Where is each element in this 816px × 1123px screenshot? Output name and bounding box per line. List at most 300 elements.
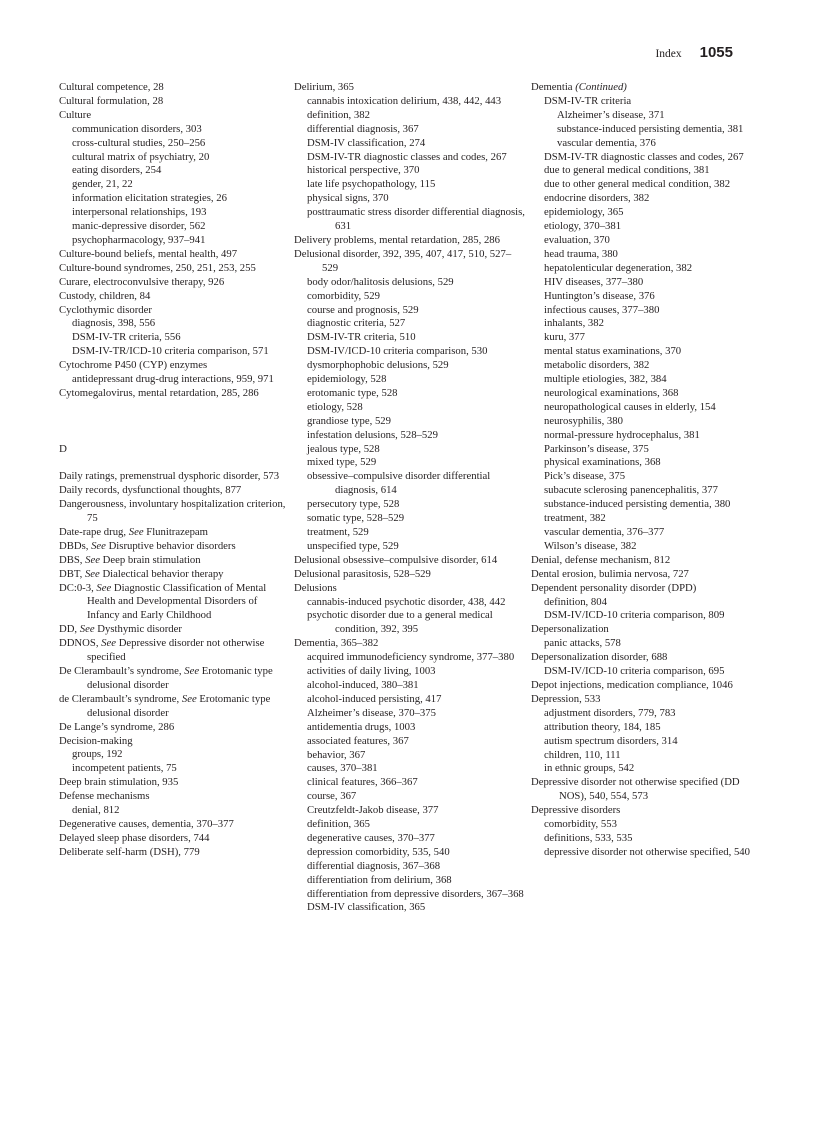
entry-text: mixed type, 529 xyxy=(307,456,377,469)
index-subentry xyxy=(294,151,526,165)
index-subentry xyxy=(531,290,763,304)
entry-text: historical perspective, 370 xyxy=(307,164,420,177)
entry-text: due to general medical conditions, 381 xyxy=(544,164,710,177)
entry-text: Deliberate self-harm (DSH), 779 xyxy=(59,845,200,858)
entry-text: infectious causes, 377–380 xyxy=(544,303,660,316)
index-subentry xyxy=(59,331,291,345)
index-subentry xyxy=(294,470,526,498)
index-subentry xyxy=(531,373,763,387)
entry-text: De Lange’s syndrome, 286 xyxy=(59,720,175,733)
index-subentry xyxy=(294,137,526,151)
entry-text: Cytochrome P450 (CYP) enzymes xyxy=(59,359,208,372)
index-entry xyxy=(59,290,291,304)
entry-text: DSM-IV-TR diagnostic classes and codes, 267 xyxy=(307,150,507,163)
entry-text: Daily records, dysfunctional thoughts, 877 xyxy=(59,484,242,497)
index-subentry xyxy=(59,178,291,192)
index-entry xyxy=(59,623,291,637)
index-subentry xyxy=(294,540,526,554)
entry-text: hepatolenticular degeneration, 382 xyxy=(544,261,693,274)
entry-text: alcohol-induced, 380–381 xyxy=(307,678,419,691)
page-header xyxy=(0,44,733,62)
entry-text: definition, 382 xyxy=(307,108,370,121)
see-reference: See xyxy=(128,525,144,538)
entry-text: Culture xyxy=(59,108,92,121)
entry-text: Deep brain stimulation, 935 xyxy=(59,776,179,789)
entry-text: Dementia, 365–382 xyxy=(294,637,379,650)
index-column-2 xyxy=(294,81,526,915)
index-subentry xyxy=(294,818,526,832)
entry-text: clinical features, 366–367 xyxy=(307,776,418,789)
index-subentry xyxy=(531,762,763,776)
entry-text: Delusions xyxy=(294,581,337,594)
entry-text: physical signs, 370 xyxy=(307,192,389,205)
index-subentry xyxy=(531,470,763,484)
index-subentry xyxy=(531,415,763,429)
entry-text: differentiation from depressive disorders, 367–368 xyxy=(307,887,524,900)
entry-text: autism spectrum disorders, 314 xyxy=(544,734,678,747)
entry-text: de Clerambault’s syndrome, xyxy=(59,692,182,705)
index-entry xyxy=(59,109,291,123)
entry-text: DSM-IV-TR criteria, 556 xyxy=(72,331,181,344)
index-subentry xyxy=(531,818,763,832)
index-subentry xyxy=(531,248,763,262)
index-subentry xyxy=(294,901,526,915)
entry-text: activities of daily living, 1003 xyxy=(307,665,436,678)
entry-text: Cultural formulation, 28 xyxy=(59,94,164,107)
index-subentry xyxy=(294,415,526,429)
index-subentry xyxy=(531,359,763,373)
index-subentry xyxy=(531,262,763,276)
index-subentry xyxy=(294,304,526,318)
entry-text: obsessive–compulsive disorder differential diagnosis, 614 xyxy=(307,470,491,497)
index-entry xyxy=(59,359,291,373)
index-entry xyxy=(294,234,526,248)
index-entry xyxy=(59,721,291,735)
index-subentry xyxy=(531,331,763,345)
index-subentry xyxy=(531,95,763,109)
entry-text: diagnosis, 398, 556 xyxy=(72,317,156,330)
entry-text: neurological examinations, 368 xyxy=(544,386,679,399)
index-entry xyxy=(59,81,291,95)
index-subentry xyxy=(294,123,526,137)
index-entry xyxy=(59,693,291,721)
index-subentry xyxy=(294,526,526,540)
see-reference: See xyxy=(84,567,100,580)
entry-text: definitions, 533, 535 xyxy=(544,831,633,844)
index-entry xyxy=(59,554,291,568)
entry-text: substance-induced persisting dementia, 381 xyxy=(557,122,744,135)
entry-text: Huntington’s disease, 376 xyxy=(544,289,655,302)
entry-text: cross-cultural studies, 250–256 xyxy=(72,136,206,149)
index-subentry xyxy=(59,151,291,165)
entry-text: associated features, 367 xyxy=(307,734,409,747)
index-subentry xyxy=(531,401,763,415)
entry-text: normal-pressure hydrocephalus, 381 xyxy=(544,428,700,441)
index-subentry xyxy=(294,749,526,763)
entry-text: HIV diseases, 377–380 xyxy=(544,275,644,288)
entry-text: head trauma, 380 xyxy=(544,247,618,260)
entry-text: Denial, defense mechanism, 812 xyxy=(531,553,671,566)
index-entry xyxy=(59,568,291,582)
index-subentry xyxy=(531,317,763,331)
entry-text: DBT, xyxy=(59,567,85,580)
index-subentry xyxy=(294,707,526,721)
see-reference: See xyxy=(96,581,112,594)
index-entry xyxy=(531,623,763,637)
index-entry xyxy=(531,679,763,693)
index-column-1 xyxy=(59,81,291,860)
index-entry xyxy=(531,568,763,582)
entry-text: DC:0-3, xyxy=(59,581,97,594)
entry-text: DSM-IV-TR/ICD-10 criteria comparison, 571 xyxy=(72,345,269,358)
entry-text: differential diagnosis, 367 xyxy=(307,122,419,135)
index-subentry xyxy=(531,137,763,151)
entry-text: interpersonal relationships, 193 xyxy=(72,206,207,219)
entry-text: dysmorphophobic delusions, 529 xyxy=(307,359,449,372)
entry-text: definition, 365 xyxy=(307,818,370,831)
entry-text: DSM-IV/ICD-10 criteria comparison, 695 xyxy=(544,665,725,678)
section-spacer xyxy=(59,456,291,470)
index-entry xyxy=(59,248,291,262)
entry-text: substance-induced persisting dementia, 380 xyxy=(544,498,731,511)
entry-text: posttraumatic stress disorder differential diagnosis, 631 xyxy=(307,206,525,233)
entry-text: mental status examinations, 370 xyxy=(544,345,682,358)
see-target: Erotomanic type delusional disorder xyxy=(87,665,273,691)
entry-text: DSM-IV/ICD-10 criteria comparison, 530 xyxy=(307,345,488,358)
index-subentry xyxy=(294,331,526,345)
entry-text: Delivery problems, mental retardation, 285, 286 xyxy=(294,233,500,246)
see-reference: See xyxy=(85,553,100,566)
index-subentry xyxy=(294,721,526,735)
entry-text: panic attacks, 578 xyxy=(544,637,621,650)
index-subentry xyxy=(531,707,763,721)
index-subentry xyxy=(59,206,291,220)
index-entry xyxy=(59,304,291,318)
entry-text: groups, 192 xyxy=(72,748,123,761)
entry-text: Dementia xyxy=(531,81,576,93)
index-entry xyxy=(59,776,291,790)
entry-text: Alzheimer’s disease, 370–375 xyxy=(307,706,436,719)
entry-text: Delusional parasitosis, 528–529 xyxy=(294,567,431,580)
index-subentry xyxy=(531,596,763,610)
index-subentry xyxy=(294,596,526,610)
index-subentry xyxy=(531,609,763,623)
entry-text: unspecified type, 529 xyxy=(307,539,399,552)
index-subentry xyxy=(294,290,526,304)
index-entry xyxy=(59,484,291,498)
index-subentry xyxy=(294,790,526,804)
index-column-3 xyxy=(531,81,763,860)
index-subentry xyxy=(59,748,291,762)
entry-text: antidepressant drug-drug interactions, 959, 971 xyxy=(72,373,274,386)
index-subentry xyxy=(294,164,526,178)
index-entry xyxy=(294,554,526,568)
entry-text: communication disorders, 303 xyxy=(72,122,202,135)
entry-text: Decision-making xyxy=(59,734,133,747)
entry-text: diagnostic criteria, 527 xyxy=(307,317,406,330)
index-subentry xyxy=(294,429,526,443)
see-target: Depressive disorder not otherwise specified xyxy=(87,637,265,664)
index-subentry xyxy=(531,526,763,540)
entry-text: due to other general medical condition, 382 xyxy=(544,178,731,191)
entry-text: endocrine disorders, 382 xyxy=(544,192,650,205)
index-entry xyxy=(531,693,763,707)
entry-text: etiology, 528 xyxy=(307,400,363,413)
index-entry xyxy=(59,95,291,109)
index-subentry xyxy=(531,456,763,470)
entry-text: Delusional obsessive–compulsive disorder, 614 xyxy=(294,553,498,566)
index-entry xyxy=(59,637,291,665)
index-entry xyxy=(59,526,291,540)
entry-text: Depersonalization disorder, 688 xyxy=(531,651,668,664)
index-subentry xyxy=(531,512,763,526)
entry-text: Degenerative causes, dementia, 370–377 xyxy=(59,817,234,830)
index-entry xyxy=(59,790,291,804)
entry-text: gender, 21, 22 xyxy=(72,178,133,191)
see-target: Flunitrazepam xyxy=(143,525,208,538)
section-letter: D xyxy=(59,442,67,455)
continued-label: (Continued) xyxy=(575,81,627,93)
index-subentry xyxy=(531,192,763,206)
index-subentry xyxy=(531,484,763,498)
entry-text: Delirium, 365 xyxy=(294,81,354,93)
index-entry xyxy=(59,262,291,276)
entry-text: inhalants, 382 xyxy=(544,317,604,330)
index-subentry xyxy=(294,345,526,359)
index-subentry xyxy=(294,95,526,109)
entry-text: late life psychopathology, 115 xyxy=(307,178,436,191)
index-subentry xyxy=(531,540,763,554)
index-subentry xyxy=(531,721,763,735)
index-subentry xyxy=(294,401,526,415)
entry-text: Alzheimer’s disease, 371 xyxy=(557,108,665,121)
entry-text: epidemiology, 365 xyxy=(544,206,624,219)
entry-text: body odor/halitosis delusions, 529 xyxy=(307,275,454,288)
index-subentry xyxy=(531,429,763,443)
entry-text: Curare, electroconvulsive therapy, 926 xyxy=(59,275,225,288)
entry-text: Cyclothymic disorder xyxy=(59,303,152,316)
index-subentry xyxy=(531,276,763,290)
entry-text: grandiose type, 529 xyxy=(307,414,391,427)
entry-text: psychotic disorder due to a general medical condition, 392, 395 xyxy=(307,609,493,636)
entry-text: DSM-IV-TR criteria xyxy=(544,94,632,107)
entry-text: in ethnic groups, 542 xyxy=(544,762,635,775)
entry-text: DSM-IV-TR criteria, 510 xyxy=(307,331,416,344)
entry-text: Dependent personality disorder (DPD) xyxy=(531,581,697,594)
index-entry xyxy=(59,387,291,401)
entry-text: degenerative causes, 370–377 xyxy=(307,831,435,844)
entry-text: Cultural competence, 28 xyxy=(59,81,164,93)
entry-text: cannabis intoxication delirium, 438, 442, 443 xyxy=(307,94,502,107)
index-entry xyxy=(531,804,763,818)
entry-text: attribution theory, 184, 185 xyxy=(544,720,661,733)
index-subentry xyxy=(294,888,526,902)
index-subentry xyxy=(294,804,526,818)
entry-text: vascular dementia, 376 xyxy=(557,136,656,149)
index-subentry xyxy=(531,109,763,123)
entry-text: kuru, 377 xyxy=(544,331,585,344)
see-target: Dysthymic disorder xyxy=(94,623,182,636)
entry-text: multiple etiologies, 382, 384 xyxy=(544,373,667,386)
index-subentry xyxy=(531,665,763,679)
entry-text: Delayed sleep phase disorders, 744 xyxy=(59,831,210,844)
entry-text: Dangerousness, involuntary hospitalization criterion, 75 xyxy=(59,498,286,525)
entry-text: psychopharmacology, 937–941 xyxy=(72,233,206,246)
index-subentry xyxy=(294,109,526,123)
index-subentry xyxy=(59,137,291,151)
entry-text: acquired immunodeficiency syndrome, 377–380 xyxy=(307,651,515,664)
entry-text: subacute sclerosing panencephalitis, 377 xyxy=(544,484,718,497)
see-target: Dialectical behavior therapy xyxy=(99,567,224,580)
index-subentry xyxy=(294,665,526,679)
index-entry xyxy=(294,637,526,651)
index-subentry xyxy=(294,832,526,846)
entry-text: DDNOS, xyxy=(59,637,102,650)
entry-text: children, 110, 111 xyxy=(544,748,621,761)
index-subentry xyxy=(531,637,763,651)
entry-text: Parkinson’s disease, 375 xyxy=(544,442,649,455)
index-subentry xyxy=(531,387,763,401)
entry-text: antidementia drugs, 1003 xyxy=(307,720,416,733)
index-entry xyxy=(531,582,763,596)
entry-text: jealous type, 528 xyxy=(307,442,380,455)
index-subentry xyxy=(294,874,526,888)
index-subentry xyxy=(294,206,526,234)
index-subentry xyxy=(59,234,291,248)
index-subentry xyxy=(294,456,526,470)
entry-text: DSM-IV/ICD-10 criteria comparison, 809 xyxy=(544,609,725,622)
entry-text: depression comorbidity, 535, 540 xyxy=(307,845,450,858)
index-subentry xyxy=(294,443,526,457)
index-subentry xyxy=(59,373,291,387)
index-entry xyxy=(59,276,291,290)
entry-text: information elicitation strategies, 26 xyxy=(72,192,227,205)
entry-text: course and prognosis, 529 xyxy=(307,303,419,316)
index-subentry xyxy=(531,846,763,860)
index-subentry xyxy=(294,693,526,707)
see-target: Disruptive behavior disorders xyxy=(105,539,236,552)
entry-text: Daily ratings, premenstrual dysphoric disorder, 573 xyxy=(59,470,280,483)
entry-text: erotomanic type, 528 xyxy=(307,386,398,399)
see-reference: See xyxy=(79,623,95,636)
index-subentry xyxy=(531,345,763,359)
entry-text: Dental erosion, bulimia nervosa, 727 xyxy=(531,567,689,580)
index-entry xyxy=(59,735,291,749)
index-entry xyxy=(531,81,763,95)
see-reference: See xyxy=(91,539,106,552)
entry-text: cultural matrix of psychiatry, 20 xyxy=(72,150,210,163)
entry-text: Cytomegalovirus, mental retardation, 285, 286 xyxy=(59,386,259,399)
index-subentry xyxy=(531,498,763,512)
entry-text: cannabis-induced psychotic disorder, 438, 442 xyxy=(307,595,506,608)
entry-text: depressive disorder not otherwise specified, 540 xyxy=(544,845,750,858)
index-subentry xyxy=(294,846,526,860)
entry-text: course, 367 xyxy=(307,790,357,803)
entry-text: incompetent patients, 75 xyxy=(72,762,177,775)
entry-text: neuropathological causes in elderly, 154 xyxy=(544,400,716,413)
entry-text: comorbidity, 529 xyxy=(307,289,380,302)
index-entry xyxy=(59,582,291,624)
entry-text: definition, 804 xyxy=(544,595,607,608)
entry-text: persecutory type, 528 xyxy=(307,498,400,511)
entry-text: metabolic disorders, 382 xyxy=(544,359,650,372)
entry-text: Depressive disorders xyxy=(531,804,621,817)
index-subentry xyxy=(59,164,291,178)
entry-text: Defense mechanisms xyxy=(59,790,150,803)
index-entry xyxy=(294,248,526,276)
entry-text: treatment, 529 xyxy=(307,526,369,538)
entry-text: DBDs, xyxy=(59,539,92,552)
index-entry xyxy=(531,651,763,665)
index-subentry xyxy=(294,679,526,693)
entry-text: somatic type, 528–529 xyxy=(307,512,405,525)
index-subentry xyxy=(294,609,526,637)
entry-text: epidemiology, 528 xyxy=(307,373,387,386)
entry-text: Culture-bound beliefs, mental health, 497 xyxy=(59,247,238,260)
index-subentry xyxy=(59,192,291,206)
see-reference: See xyxy=(101,637,117,650)
index-subentry xyxy=(294,359,526,373)
entry-text: DBS, xyxy=(59,553,86,566)
index-subentry xyxy=(531,206,763,220)
entry-text: treatment, 382 xyxy=(544,512,606,525)
entry-text: alcohol-induced persisting, 417 xyxy=(307,692,442,705)
running-head: Index xyxy=(655,48,682,60)
entry-text: Delusional disorder, 392, 395, 407, 417, 510, 527–529 xyxy=(294,247,512,274)
entry-text: physical examinations, 368 xyxy=(544,456,661,469)
index-entry xyxy=(59,818,291,832)
page-number: 1055 xyxy=(699,44,733,61)
entry-text: vascular dementia, 376–377 xyxy=(544,526,665,538)
index-subentry xyxy=(59,123,291,137)
entry-text: comorbidity, 553 xyxy=(544,818,617,831)
index-entry xyxy=(59,846,291,860)
index-subentry xyxy=(531,832,763,846)
entry-text: adjustment disorders, 779, 783 xyxy=(544,706,676,719)
index-subentry xyxy=(294,373,526,387)
index-subentry xyxy=(531,151,763,165)
index-entry xyxy=(294,582,526,596)
entry-text: Depot injections, medication compliance, 1046 xyxy=(531,678,733,691)
index-entry xyxy=(59,470,291,484)
entry-text: eating disorders, 254 xyxy=(72,164,162,177)
entry-text: Creutzfeldt-Jakob disease, 377 xyxy=(307,804,439,817)
index-subentry xyxy=(59,804,291,818)
entry-text: causes, 370–381 xyxy=(307,762,378,775)
entry-text: DSM-IV-TR diagnostic classes and codes, 267 xyxy=(544,150,744,163)
section-spacer xyxy=(59,401,291,443)
entry-text: DSM-IV classification, 274 xyxy=(307,136,426,149)
index-entry xyxy=(59,540,291,554)
index-subentry xyxy=(531,443,763,457)
entry-text: differentiation from delirium, 368 xyxy=(307,873,452,886)
see-reference: See xyxy=(184,665,200,678)
index-entry xyxy=(59,498,291,526)
index-entry xyxy=(59,665,291,693)
index-entry xyxy=(59,832,291,846)
index-subentry xyxy=(294,860,526,874)
entry-text: Pick’s disease, 375 xyxy=(544,470,626,483)
entry-text: DD, xyxy=(59,623,80,636)
index-subentry xyxy=(531,164,763,178)
index-subentry xyxy=(59,317,291,331)
index-entry xyxy=(531,776,763,804)
index-subentry xyxy=(294,498,526,512)
entry-text: Custody, children, 84 xyxy=(59,289,151,302)
entry-text: neurosyphilis, 380 xyxy=(544,414,623,427)
entry-text: Wilson’s disease, 382 xyxy=(544,539,637,552)
entry-text: infestation delusions, 528–529 xyxy=(307,428,438,441)
